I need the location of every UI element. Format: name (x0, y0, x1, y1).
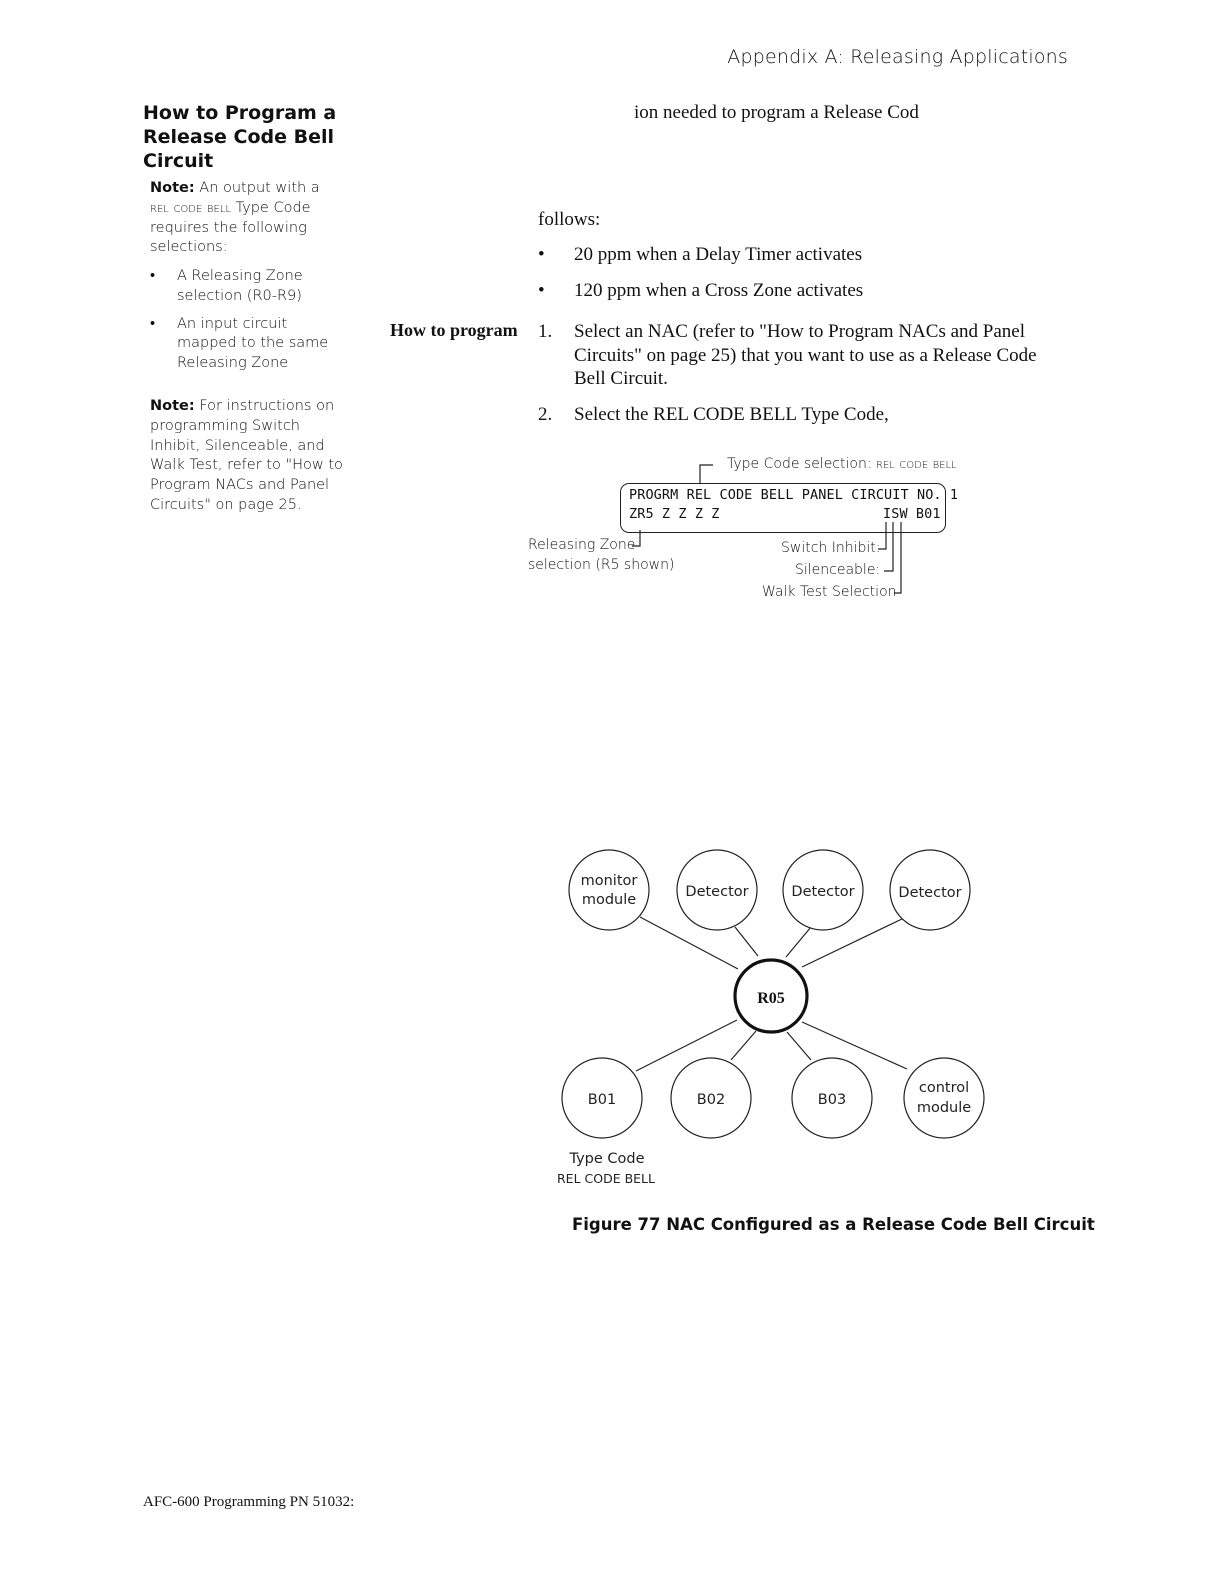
lcd-line-2-right: ISW B01 (883, 506, 941, 522)
note-text: An output with a (199, 180, 320, 196)
output-node (671, 1058, 751, 1138)
input-node (890, 850, 970, 930)
connector-line (786, 927, 811, 957)
zone-label: R05 (757, 990, 785, 1007)
node-label: B02 (696, 1092, 726, 1108)
rate-text: 120 ppm when a Cross Zone activates (574, 280, 864, 301)
callout-text: Type Code selection: (727, 456, 872, 472)
lcd-line-2-left: ZR5 Z Z Z Z (629, 506, 720, 522)
output-node (904, 1058, 984, 1138)
output-node (792, 1058, 872, 1138)
node-label: Detector (791, 884, 855, 900)
step-text-part: Select the (574, 404, 649, 425)
sidebar-title: How to Program a Release Code Bell Circuit (143, 102, 337, 172)
silenceable-callout: Silenceable: (795, 562, 881, 578)
type-code-name: rel code bell (150, 199, 231, 216)
walk-test-callout: Walk Test Selection (762, 584, 897, 600)
switch-inhibit-callout: Switch Inhibit: (781, 540, 881, 556)
step-number: 1. (538, 321, 553, 342)
release-zone-diagram (0, 830, 1224, 1200)
input-node (677, 850, 757, 930)
input-node (569, 850, 649, 930)
node-label: monitor (580, 873, 638, 889)
bullet-icon: • (150, 315, 156, 332)
how-to-program-label: How to program (390, 320, 518, 340)
type-code-name: REL CODE BELL (653, 404, 798, 425)
node-label: B01 (587, 1092, 617, 1108)
type-code-name: rel code bell (876, 456, 957, 472)
note-text: For instructions on programming Switch Inhibit, Silenceable, and Walk Test, refer to "How to Program NACs and Panel Circuits" on page 25. (150, 398, 343, 513)
output-node (562, 1058, 642, 1138)
running-header: Appendix A: Releasing Applications (727, 46, 1068, 68)
type-code-leader (700, 465, 713, 483)
note-label: Note: (150, 398, 195, 414)
connector-line (731, 1031, 756, 1060)
type-code-callout (727, 456, 957, 472)
type-code-label: Type Code (569, 1151, 645, 1167)
connector-line (787, 1032, 811, 1060)
input-node (783, 850, 863, 930)
connector-line (735, 927, 758, 956)
rate-text: 20 ppm when a Delay Timer activates (574, 244, 863, 265)
step-number: 2. (538, 404, 553, 425)
step-text-part: Type Code, (801, 404, 889, 425)
type-code-value: REL CODE BELL (557, 1171, 655, 1186)
page-footer: AFC-600 Programming PN 51032: (143, 1494, 355, 1510)
node-label: B03 (817, 1092, 847, 1108)
node-label: Detector (685, 884, 749, 900)
node-label: control (918, 1080, 970, 1096)
note-text: Type Code requires the following selections: (150, 199, 311, 256)
follows-text: follows: (538, 209, 601, 230)
node-label: Detector (898, 885, 962, 901)
releasing-zone-callout: selection (R5 shown) (528, 557, 675, 573)
bullet-icon: • (538, 280, 545, 301)
node-label: module (581, 892, 637, 908)
list-item-text: A Releasing Zone selection (R0-R9) (177, 268, 303, 304)
releasing-zone-callout: Releasing Zone (528, 537, 636, 553)
lcd-line-1: PROGRM REL CODE BELL PANEL CIRCUIT NO. 1 (629, 487, 959, 503)
list-item-text: An input circuit mapped to the same Releasing Zone (177, 315, 329, 372)
bullet-icon: • (150, 268, 156, 284)
step-text: Select an NAC (refer to "How to Program NACs and Panel Circuits" on page 25) that you want to use as a Release Code Bell Circuit. (574, 321, 1037, 389)
intro-fragment: ion needed to program a Release Cod (634, 102, 919, 123)
note-label: Note: (150, 180, 195, 196)
lcd-display (620, 483, 959, 533)
releasing-zone-node (735, 960, 807, 1032)
figure-caption: Figure 77 NAC Configured as a Release Code Bell Circuit (572, 1215, 1095, 1234)
bullet-icon: • (538, 244, 545, 265)
node-label: module (916, 1100, 972, 1116)
